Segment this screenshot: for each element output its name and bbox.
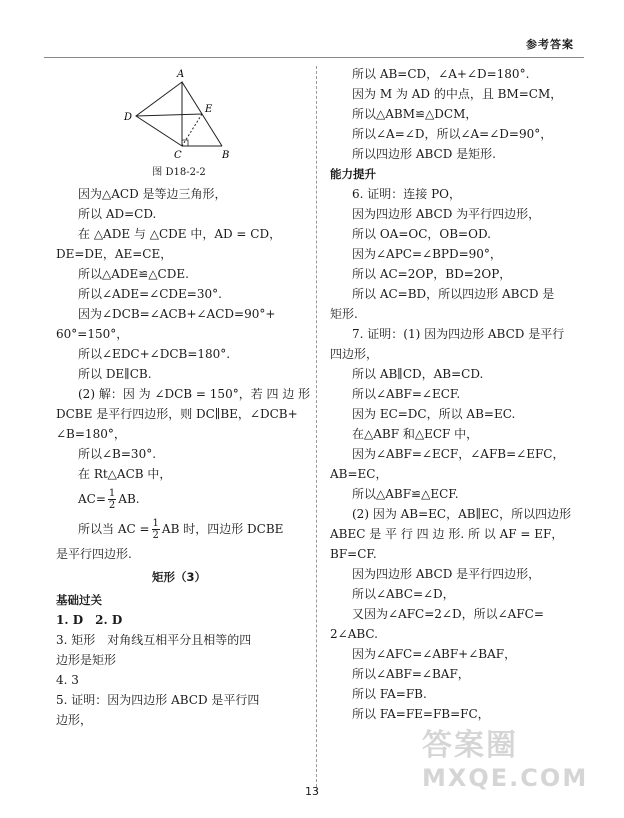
answer-line: 5. 证明：因为四边形 ABCD 是平行四 xyxy=(56,693,260,707)
header-rule xyxy=(44,57,584,58)
text-line: 因为∠ABF=∠ECF，∠AFB=∠EFC， xyxy=(352,447,565,461)
text-line: 四边形， xyxy=(330,347,379,361)
text-line: 所以 AC=2OP，BD=2OP， xyxy=(352,267,512,281)
text-line: 所以∠A=∠D，所以∠A=∠D=90°， xyxy=(352,127,553,141)
text-line: 所以 FA=FE=FB=FC， xyxy=(352,707,490,721)
label-e: E xyxy=(205,104,213,115)
text-fragment: AB 时，四边形 DCBE xyxy=(161,522,284,536)
text-line: 所以△ADE≌△CDE. xyxy=(78,267,189,281)
text-line: 所以 AB∥CD，AB=CD. xyxy=(352,367,484,381)
text-line: 因为∠APC=∠BPD=90°， xyxy=(352,247,502,261)
text-line: 所以∠ADE=∠CDE=30°. xyxy=(78,287,222,301)
text-line: 因为∠DCB=∠ACB+∠ACD=90°+ xyxy=(78,307,276,321)
page-header-title: 参考答案 xyxy=(526,38,574,51)
text-line: 边形是矩形 xyxy=(56,653,117,667)
fraction-denominator: 2 xyxy=(152,530,159,541)
figure-caption: 图 D18-2-2 xyxy=(152,167,206,178)
text-line: 在 △ADE 与 △CDE 中，AD = CD， xyxy=(78,227,282,241)
text-line: 所以四边形 ABCD 是矩形. xyxy=(352,147,496,161)
text-line: 所以∠ABF=∠ECF. xyxy=(352,387,461,401)
column-divider xyxy=(316,66,317,792)
text-line: 2∠ABC. xyxy=(330,627,378,641)
text-line: (2) 因为 AB=EC，AB∥EC，所以四边形 xyxy=(352,507,572,521)
text-line: 因为 EC=DC，所以 AB=EC. xyxy=(352,407,516,421)
label-b: B xyxy=(222,150,230,161)
fraction-numerator: 1 xyxy=(152,518,159,529)
watermark-text-bottom: MXQE.COM xyxy=(422,764,589,792)
text-line: ABEC 是 平 行 四 边 形. 所 以 AF = EF， xyxy=(330,527,564,541)
label-c: C xyxy=(174,150,182,161)
text-fragment: AB. xyxy=(118,492,140,506)
text-line: BF=CF. xyxy=(330,547,377,561)
text-line: 所以 AD=CD. xyxy=(78,207,157,221)
text-line: DCBE 是平行四边形，则 DC∥BE，∠DCB+ xyxy=(56,407,298,421)
watermark-text-top: 答案圈 xyxy=(422,728,518,763)
subsection-title: 基础过关 xyxy=(56,593,102,607)
text-line: 所以 FA=FB. xyxy=(352,687,427,701)
text-line: 边形， xyxy=(56,713,93,727)
text-line: ∠B=180°， xyxy=(56,427,126,441)
left-column xyxy=(56,64,311,730)
fraction-one-half xyxy=(152,518,160,541)
page-number: 13 xyxy=(305,785,319,798)
text-line: 所以△ABM≌△DCM， xyxy=(352,107,478,121)
text-line: 所以 OA=OC，OB=OD. xyxy=(352,227,491,241)
text-line: 在 Rt△ACB 中， xyxy=(78,467,172,481)
subsection-title: 能力提升 xyxy=(330,167,376,181)
text-line: DE=DE，AE=CE， xyxy=(56,247,173,261)
text-line: 因为 M 为 AD 的中点，且 BM=CM， xyxy=(352,87,563,101)
fraction-line xyxy=(56,514,302,544)
text-line: 因为四边形 ABCD 为平行四边形， xyxy=(352,207,541,221)
text-line: 因为四边形 ABCD 是平行四边形， xyxy=(352,567,541,581)
fraction-numerator: 1 xyxy=(108,488,116,499)
fraction-line xyxy=(56,484,302,514)
text-line: 所以 AC=BD，所以四边形 ABCD 是 xyxy=(352,287,555,301)
text-line: AB=EC， xyxy=(330,467,388,481)
text-line: 因为△ACD 是等边三角形， xyxy=(78,187,227,201)
label-d: D xyxy=(124,112,133,123)
text-fragment: AC= xyxy=(78,492,106,506)
text-line: 所以∠B=30°. xyxy=(78,447,157,461)
answer-line: 6. 证明：连接 PO， xyxy=(352,187,461,201)
text-fragment: 所以当 AC = xyxy=(78,522,150,536)
text-line: 所以∠EDC+∠DCB=180°. xyxy=(78,347,231,361)
section-title: 矩形（3） xyxy=(151,570,206,584)
text-line: 因为∠AFC=∠ABF+∠BAF， xyxy=(352,647,517,661)
text-line: 所以 DE∥CB. xyxy=(78,367,152,381)
geometry-figure xyxy=(56,64,302,162)
answer-line: 7. 证明：(1) 因为四边形 ABCD 是平行 xyxy=(352,327,565,341)
text-line: 所以 AB=CD，∠A+∠D=180°. xyxy=(352,67,530,81)
text-line: 60°=150°， xyxy=(56,327,129,341)
text-line: 又因为∠AFC=2∠D，所以∠AFC= xyxy=(352,607,544,621)
segment-de xyxy=(136,114,202,116)
text-line: 是平行四边形. xyxy=(56,547,132,561)
text-line: 在△ABF 和△ECF 中， xyxy=(352,427,479,441)
answer-line: 4. 3 xyxy=(56,673,79,687)
text-line: 所以△ABF≌△ECF. xyxy=(352,487,459,501)
segment-ec-dashed xyxy=(182,114,202,146)
label-a: A xyxy=(177,69,185,80)
answer-line: 3. 矩形 对角线互相平分且相等的四 xyxy=(56,633,252,647)
text-line: 矩形. xyxy=(330,307,358,321)
answer-line: 1. D 2. D xyxy=(56,613,123,627)
text-line: 所以∠ABF=∠BAF， xyxy=(352,667,470,681)
text-line: 所以∠ABC=∠D， xyxy=(352,587,455,601)
fraction-denominator: 2 xyxy=(108,500,116,511)
fraction-one-half xyxy=(108,488,116,511)
triangle-acd xyxy=(136,82,182,146)
geometry-diagram xyxy=(56,64,302,162)
right-column xyxy=(330,64,580,724)
text-line: (2) 解：因 为 ∠DCB = 150°，若 四 边 形 xyxy=(78,387,311,401)
